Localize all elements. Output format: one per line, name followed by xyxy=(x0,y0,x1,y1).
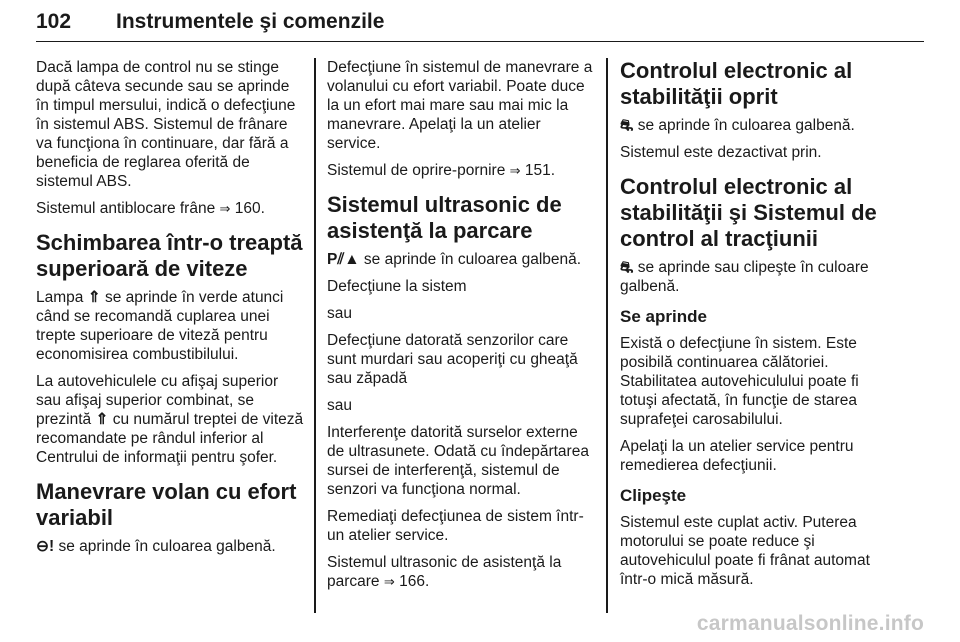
section-heading: Controlul electronic al stabilităţii şi Sistemul de control al tracţiunii xyxy=(620,174,877,251)
paragraph: ⊖! se aprinde în culoarea galbenă. xyxy=(36,538,276,555)
upshift-icon: ⇑ xyxy=(95,411,109,428)
column-right xyxy=(620,58,890,597)
paragraph: Sistemul este cuplat activ. Puterea motorului se poate reduce şi autovehiculul poate fi frânat automat într-o mică măsură. xyxy=(620,514,870,588)
paragraph: Interferenţe datorită surselor externe de ultrasunete. Odată cu îndepărtarea sursei de interferenţă, sistemul de senzori va funcţiona normal. xyxy=(327,424,589,498)
arrow-icon: ⇒ xyxy=(219,201,231,216)
section-heading: Sistemul ultrasonic de asistenţă la parcare xyxy=(327,192,562,243)
paragraph: Lampa ⇑ se aprinde în verde atunci când se recomandă cuplarea unei trepte superioare de viteză pentru economisirea combustibilului. xyxy=(36,289,284,363)
paragraph: Defecţiune în sistemul de manevrare a volanului cu efort variabil. Poate duce la un efort mai mare sau mai mic la manevrare. Apelaţi la un atelier service. xyxy=(327,59,593,152)
page-reference[interactable]: 151. xyxy=(524,162,556,179)
paragraph: Defecţiune la sistem xyxy=(327,278,467,295)
paragraph: Sistemul antiblocare frâne ⇒ 160. xyxy=(36,200,265,217)
esc-icon: ⛐ xyxy=(620,259,634,276)
section-heading: Schimbarea într-o treaptă superioară de viteze xyxy=(36,230,303,281)
paragraph: Sistemul ultrasonic de asistenţă la parcare ⇒ 166. xyxy=(327,554,562,590)
paragraph: ⛐ se aprinde în culoarea galbenă. xyxy=(620,117,855,134)
upshift-icon: ⇑ xyxy=(87,289,101,306)
column-middle xyxy=(327,58,597,599)
paragraph: Există o defecţiune în sistem. Este posibilă continuarea călătoriei. Stabilitatea autovehiculului poate fi totuşi afectată, în funcţie de starea suprafeţei carosabilului. xyxy=(620,335,859,428)
paragraph: La autovehiculele cu afişaj superior sau afişaj superior combinat, se prezintă ⇑ cu numărul treptei de viteză recomandate pe rândul inferior al Centrului de informaţii pentru şofer. xyxy=(36,373,304,466)
section-heading: Manevrare volan cu efort variabil xyxy=(36,479,297,530)
page-title: Instrumentele şi comenzile xyxy=(116,10,385,33)
paragraph: P⫽▲ se aprinde în culoarea galbenă. xyxy=(327,251,582,268)
paragraph: Sistemul de oprire-pornire ⇒ 151. xyxy=(327,162,556,179)
parking-assist-icon: P⫽▲ xyxy=(327,251,360,268)
arrow-icon: ⇒ xyxy=(509,163,521,178)
page-reference[interactable]: 160. xyxy=(234,200,265,217)
esc-off-icon: ⛐ xyxy=(620,117,634,134)
column-divider xyxy=(314,58,316,613)
subsection-heading: Clipeşte xyxy=(620,486,687,505)
page-reference[interactable]: 166. xyxy=(399,573,430,590)
column-left xyxy=(36,58,306,564)
watermark: carmanualsonline.info xyxy=(696,612,924,635)
section-heading: Controlul electronic al stabilităţii oprit xyxy=(620,58,853,109)
paragraph: sau xyxy=(327,305,352,322)
paragraph: Remediaţi defecţiunea de sistem într-un atelier service. xyxy=(327,508,584,544)
paragraph: Defecţiune datorată senzorilor care sunt murdari sau acoperiţi cu gheaţă sau zăpadă xyxy=(327,332,578,387)
paragraph: Dacă lampa de control nu se stinge după câteva secunde sau se aprinde în timpul mersului, indică o defecţiune în sistemul ABS. Sistemul de frânare va funcţiona în continuare, dar fără a beneficia de reglarea oferită de sistemul ABS. xyxy=(36,59,296,190)
page-header xyxy=(36,8,924,42)
arrow-icon: ⇒ xyxy=(383,574,395,589)
column-divider xyxy=(606,58,608,613)
paragraph: sau xyxy=(327,397,352,414)
paragraph: Apelaţi la un atelier service pentru remedierea defecţiunii. xyxy=(620,438,854,474)
paragraph: Sistemul este dezactivat prin. xyxy=(620,144,822,161)
page-number: 102 xyxy=(36,10,72,33)
paragraph: ⛐ se aprinde sau clipeşte în culoare galbenă. xyxy=(620,259,869,295)
steering-warning-icon: ⊖! xyxy=(36,538,55,555)
subsection-heading: Se aprinde xyxy=(620,307,707,326)
